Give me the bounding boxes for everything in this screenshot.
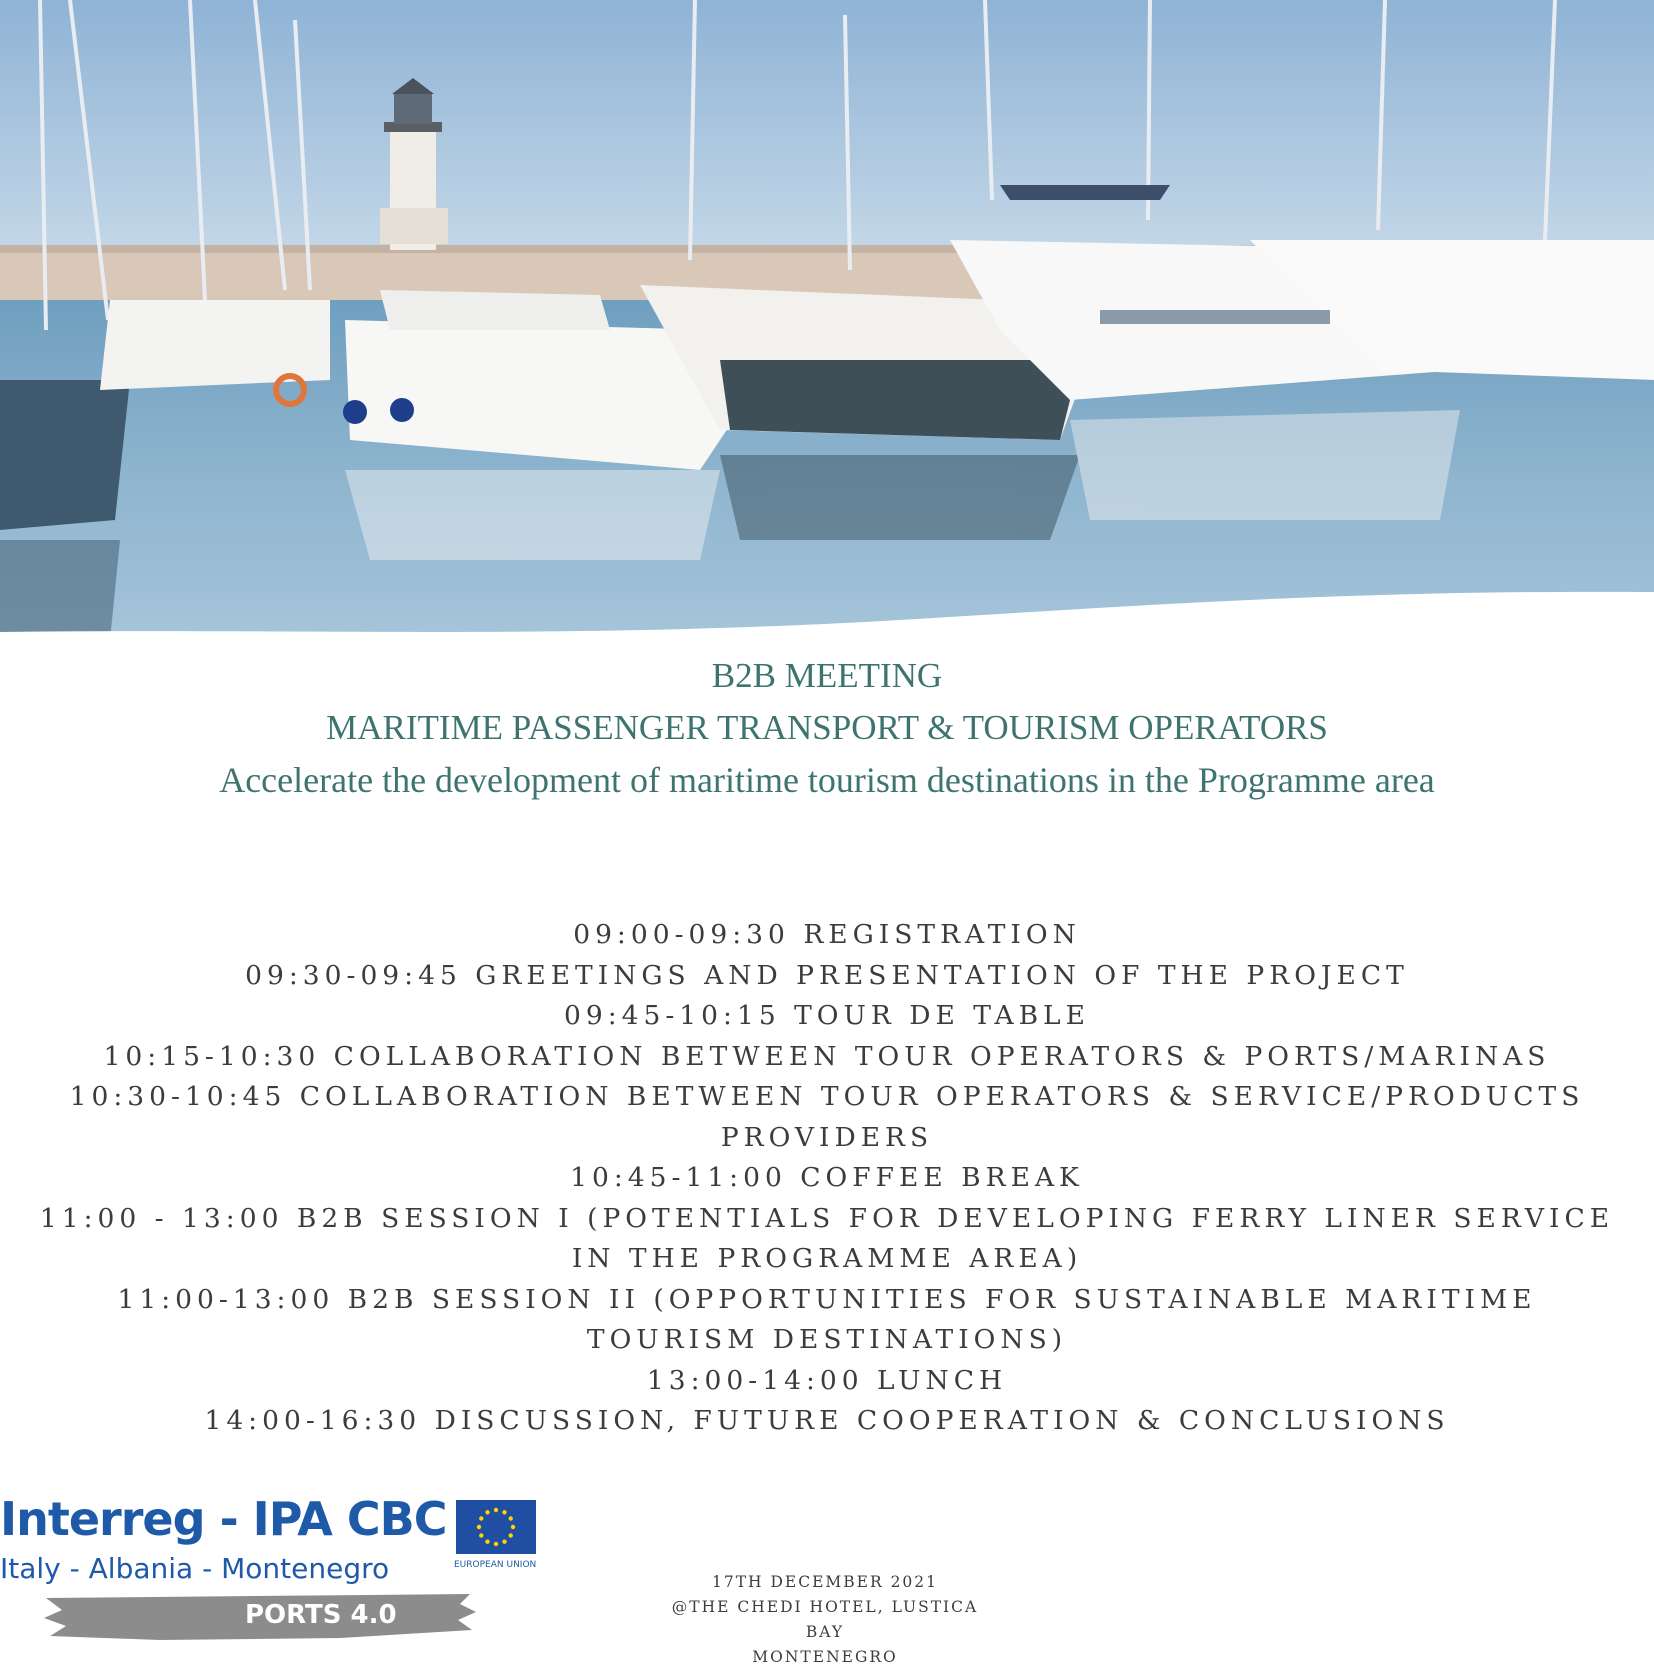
eu-star-icon <box>479 1533 483 1537</box>
page-title: B2B MEETING <box>711 656 943 695</box>
logo-wordmark: Interreg - IPA CBC <box>0 1492 447 1546</box>
eu-star-icon <box>509 1533 513 1537</box>
agenda-item: 10:15-10:30 COLLABORATION BETWEEN TOUR OPERATORS & PORTS/MARINAS <box>103 1040 1551 1072</box>
eu-star-icon <box>479 1516 483 1520</box>
eu-star-icon <box>494 1542 498 1546</box>
agenda-item: 10:45-11:00 COFFEE BREAK <box>570 1162 1084 1193</box>
eu-star-icon <box>485 1510 489 1514</box>
eu-flag-icon <box>456 1500 536 1554</box>
agenda-list <box>0 915 1654 1442</box>
agenda-item: 13:00-14:00 LUNCH <box>646 1364 1008 1396</box>
eu-star-icon <box>509 1516 513 1520</box>
event-date: 17TH DECEMBER 2021 <box>711 1573 939 1591</box>
eu-star-icon <box>485 1540 489 1544</box>
headline-block <box>0 650 1654 806</box>
agenda-item: 14:00-16:30 DISCUSSION, FUTURE COOPERATION & CONCLUSIONS <box>204 1405 1450 1436</box>
agenda-item: 09:45-10:15 TOUR DE TABLE <box>563 1000 1091 1031</box>
eu-label: EUROPEAN UNION <box>454 1560 537 1570</box>
eu-star-icon <box>511 1525 515 1529</box>
event-footer <box>650 1570 1000 1670</box>
eu-star-icon <box>502 1540 506 1544</box>
event-venue: @THE CHEDI HOTEL, LUSTICA BAY <box>671 1598 979 1641</box>
agenda-item: 09:30-09:45 GREETINGS AND PRESENTATION OF THE PROJECT <box>245 959 1409 991</box>
eu-star-icon <box>494 1508 498 1512</box>
interreg-logo <box>0 1492 560 1652</box>
event-country: MONTENEGRO <box>752 1648 898 1666</box>
page-subtitle: MARITIME PASSENGER TRANSPORT & TOURISM OPERATORS <box>326 708 1328 747</box>
eu-star-icon <box>477 1525 481 1529</box>
logo-countries: Italy - Albania - Montenegro <box>0 1552 390 1585</box>
agenda-item: 11:00-13:00 B2B SESSION II (OPPORTUNITIES FOR SUSTAINABLE MARITIME TOURISM DESTINATIONS) <box>117 1283 1537 1355</box>
agenda-item: 09:00-09:30 REGISTRATION <box>573 919 1081 950</box>
page-tagline: Accelerate the development of maritime tourism destinations in the Programme area <box>219 760 1435 800</box>
agenda-item: 10:30-10:45 COLLABORATION BETWEEN TOUR OPERATORS & SERVICE/PRODUCTS PROVIDERS <box>69 1081 1585 1153</box>
project-name: PORTS 4.0 <box>245 1600 397 1630</box>
eu-star-icon <box>502 1510 506 1514</box>
agenda-item: 11:00 - 13:00 B2B SESSION I (POTENTIALS FOR DEVELOPING FERRY LINER SERVICE IN THE PROGRAMME AREA) <box>39 1202 1615 1274</box>
hero-marina-photo <box>0 0 1654 660</box>
